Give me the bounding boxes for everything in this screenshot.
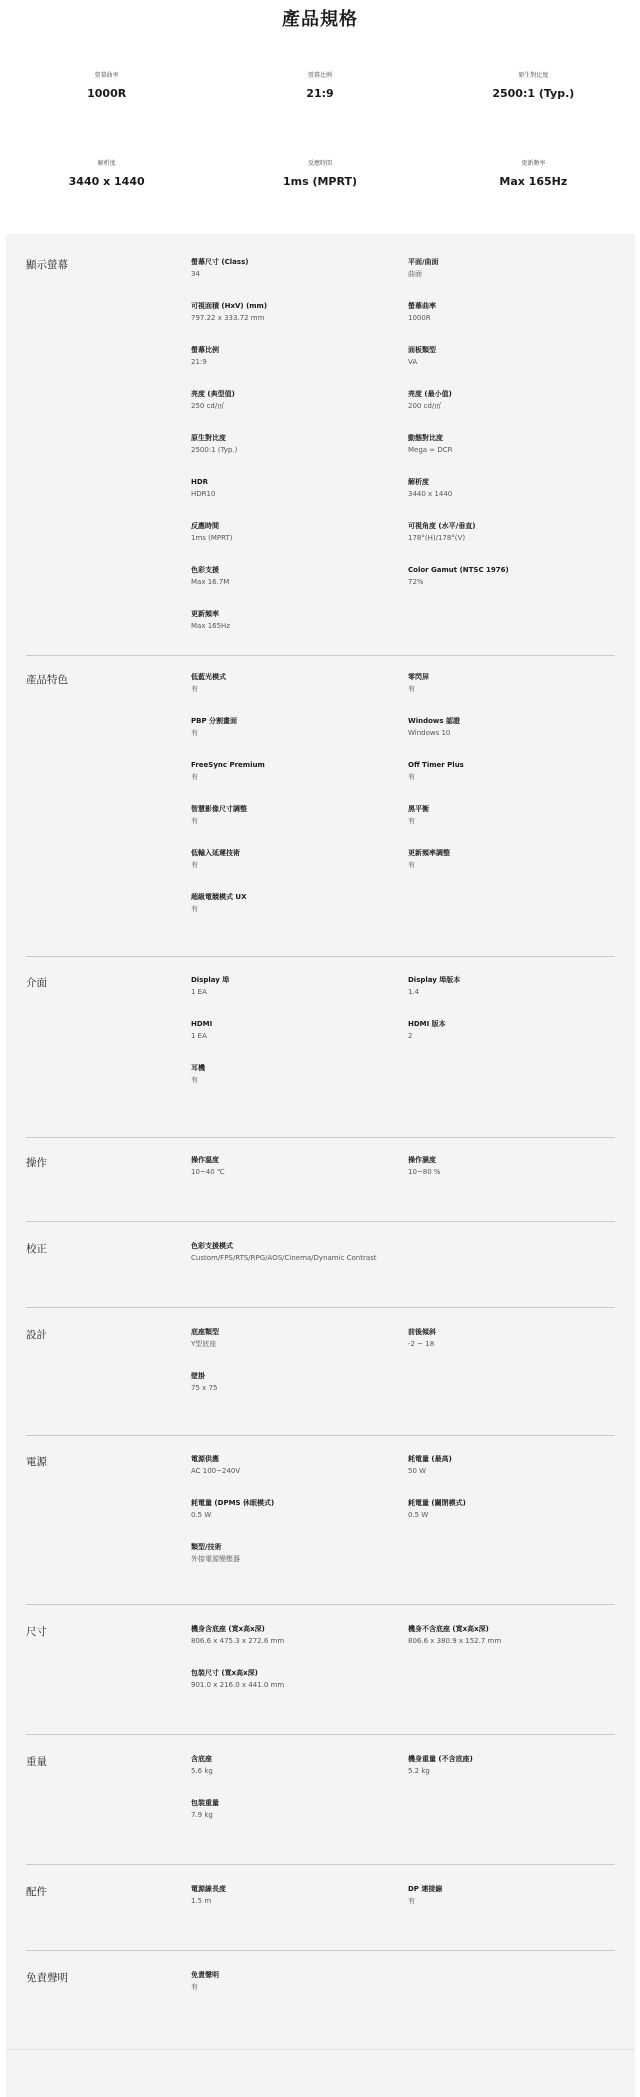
spec-name: Windows 認證 xyxy=(408,717,460,725)
spec-value: 曲面 xyxy=(408,270,422,278)
spec-value: 有 xyxy=(191,773,198,781)
highlight-item xyxy=(427,71,640,159)
spec-item xyxy=(191,301,408,345)
spec-item xyxy=(408,975,613,1019)
spec-value: 200 cd/㎡ xyxy=(408,402,442,410)
section-title: 介面 xyxy=(26,977,47,989)
spec-grid xyxy=(191,255,615,653)
spec-grid xyxy=(191,1752,615,1842)
highlight-item xyxy=(0,71,213,159)
highlight-label: 螢幕曲率 xyxy=(94,72,119,79)
spec-name: 底座類型 xyxy=(191,1328,219,1336)
spec-value: 72% xyxy=(408,578,424,586)
spec-item xyxy=(408,257,613,301)
section-title: 校正 xyxy=(26,1243,47,1255)
section-title: 產品特色 xyxy=(26,674,68,686)
spec-name: 螢幕比例 xyxy=(191,346,219,354)
spec-value: 50 W xyxy=(408,1467,427,1475)
spec-panel xyxy=(6,234,635,2097)
spec-value: 34 xyxy=(191,270,200,278)
spec-section xyxy=(26,1882,615,1951)
spec-value: 3440 x 1440 xyxy=(408,490,453,498)
spec-name: 色彩支援模式 xyxy=(191,1242,233,1250)
spec-item xyxy=(191,1454,408,1498)
highlight-label: 原生對比度 xyxy=(518,72,549,79)
spec-name: 含底座 xyxy=(191,1755,212,1763)
spec-value: 2500:1 (Typ.) xyxy=(191,446,238,454)
highlight-value: 1000R xyxy=(87,87,127,100)
spec-grid xyxy=(191,1153,615,1199)
spec-grid xyxy=(191,1882,615,1928)
spec-item xyxy=(408,1498,613,1542)
spec-value: Max 165Hz xyxy=(191,622,230,630)
spec-value: 1 EA xyxy=(191,988,207,996)
spec-name: FreeSync Premium xyxy=(191,761,265,769)
spec-name: 操作溫度 xyxy=(191,1156,219,1164)
spec-item xyxy=(191,1241,613,1285)
spec-section xyxy=(26,1752,615,1865)
spec-item xyxy=(408,433,613,477)
highlight-value: 2500:1 (Typ.) xyxy=(492,87,575,100)
spec-value: 5.6 kg xyxy=(191,1767,213,1775)
spec-value: 0.5 W xyxy=(191,1511,212,1519)
spec-grid xyxy=(191,1968,615,2014)
spec-value: 有 xyxy=(191,861,198,869)
spec-value: 外接電源變壓器 xyxy=(191,1555,240,1563)
spec-value: Y型底座 xyxy=(191,1340,217,1348)
spec-item xyxy=(191,1155,408,1199)
spec-item xyxy=(191,1019,408,1063)
spec-item xyxy=(191,1884,408,1928)
highlight-label: 解析度 xyxy=(97,160,116,167)
spec-value: 2 xyxy=(408,1032,413,1040)
spec-item xyxy=(191,477,408,521)
spec-item xyxy=(191,1371,408,1415)
spec-section xyxy=(26,1325,615,1436)
spec-item xyxy=(408,848,613,892)
spec-value: 5.2 kg xyxy=(408,1767,430,1775)
spec-value: 178°(H)/178°(V) xyxy=(408,534,466,542)
spec-item xyxy=(191,1668,408,1712)
spec-name: 壁掛 xyxy=(191,1372,205,1380)
spec-name: 解析度 xyxy=(408,478,429,486)
spec-item xyxy=(191,565,408,609)
spec-value: Custom/FPS/RTS/RPG/AOS/Cinema/Dynamic Contrast xyxy=(191,1254,377,1262)
spec-section xyxy=(26,670,615,957)
spec-name: 電源線長度 xyxy=(191,1885,226,1893)
spec-name: 操作濕度 xyxy=(408,1156,436,1164)
spec-value: 有 xyxy=(408,773,415,781)
spec-value: -2 ~ 18 xyxy=(408,1340,435,1348)
spec-value: 75 x 75 xyxy=(191,1384,218,1392)
spec-value: 有 xyxy=(191,1983,198,1991)
spec-item xyxy=(191,1542,408,1586)
spec-item xyxy=(191,672,408,716)
spec-name: 零閃屏 xyxy=(408,673,429,681)
spec-name: Off Timer Plus xyxy=(408,761,464,769)
spec-name: 更新頻率調整 xyxy=(408,849,450,857)
spec-value: 有 xyxy=(408,1897,415,1905)
spec-value: 有 xyxy=(191,1076,198,1084)
spec-item xyxy=(408,760,613,804)
section-title: 免責聲明 xyxy=(26,1972,68,1984)
spec-item xyxy=(408,716,613,760)
spec-item xyxy=(191,716,408,760)
spec-value: 1.5 m xyxy=(191,1897,212,1905)
spec-value: 806.6 x 475.3 x 272.6 mm xyxy=(191,1637,285,1645)
spec-item xyxy=(408,389,613,433)
spec-value: 有 xyxy=(191,685,198,693)
spec-name: 平面/曲面 xyxy=(408,258,439,266)
spec-name: 黑平衡 xyxy=(408,805,429,813)
spec-name: 智慧影像尺寸調整 xyxy=(191,805,247,813)
section-title: 重量 xyxy=(26,1756,47,1768)
spec-name: 原生對比度 xyxy=(191,434,226,442)
spec-value: 7.9 kg xyxy=(191,1811,213,1819)
spec-item xyxy=(408,1155,613,1199)
section-title: 配件 xyxy=(26,1886,47,1898)
spec-item xyxy=(408,345,613,389)
spec-name: 可視角度 (水平/垂直) xyxy=(408,522,476,530)
section-title: 顯示螢幕 xyxy=(26,259,68,271)
spec-item xyxy=(408,804,613,848)
spec-name: 機身含底座 (寬x高x深) xyxy=(191,1625,265,1633)
spec-name: 動態對比度 xyxy=(408,434,443,442)
spec-name: 機身重量 (不含底座) xyxy=(408,1755,473,1763)
spec-item xyxy=(191,1798,408,1842)
spec-value: 1.4 xyxy=(408,988,420,996)
spec-name: HDMI xyxy=(191,1020,213,1028)
highlight-label: 反應時間 xyxy=(307,160,332,167)
spec-value: Mega ∞ DCR xyxy=(408,446,453,454)
spec-item xyxy=(191,389,408,433)
spec-name: 電源供應 xyxy=(191,1455,219,1463)
spec-section xyxy=(26,1452,615,1605)
spec-value: Windows 10 xyxy=(408,729,451,737)
spec-value: 有 xyxy=(408,817,415,825)
spec-value: 901.0 x 216.0 x 441.0 mm xyxy=(191,1681,285,1689)
spec-value: 10~40 ℃ xyxy=(191,1168,225,1176)
spec-value: VA xyxy=(408,358,418,366)
section-title: 操作 xyxy=(26,1157,47,1169)
spec-name: 可視面積 (HxV) (mm) xyxy=(191,302,268,310)
spec-name: 耗電量 (最高) xyxy=(408,1455,452,1463)
spec-value: 1ms (MPRT) xyxy=(191,534,233,542)
spec-name: 低輸入延遲技術 xyxy=(191,849,240,857)
spec-name: 超級電競模式 UX xyxy=(191,893,247,901)
spec-name: Color Gamut (NTSC 1976) xyxy=(408,566,509,574)
spec-value: 10~80 % xyxy=(408,1168,441,1176)
spec-item xyxy=(191,609,408,653)
spec-item xyxy=(191,1063,408,1107)
spec-item xyxy=(408,1019,613,1063)
spec-name: HDR xyxy=(191,478,209,486)
highlights xyxy=(0,71,640,247)
spec-item xyxy=(408,565,613,609)
spec-value: 21:9 xyxy=(191,358,207,366)
spec-item xyxy=(191,1754,408,1798)
spec-section xyxy=(26,255,615,656)
spec-section xyxy=(26,1153,615,1222)
spec-item xyxy=(191,1327,408,1371)
spec-item xyxy=(191,804,408,848)
spec-item xyxy=(191,345,408,389)
spec-item xyxy=(191,521,408,565)
spec-name: 機身不含底座 (寬x高x深) xyxy=(408,1625,489,1633)
spec-item xyxy=(191,433,408,477)
spec-name: 耗電量 (DPMS 休眠模式) xyxy=(191,1499,275,1507)
highlight-value: 21:9 xyxy=(306,87,334,100)
spec-name: 面板類型 xyxy=(408,346,436,354)
spec-value: 有 xyxy=(191,905,198,913)
spec-value: Max 16.7M xyxy=(191,578,230,586)
spec-item xyxy=(408,672,613,716)
spec-item xyxy=(191,848,408,892)
spec-item xyxy=(408,521,613,565)
spec-grid xyxy=(191,670,615,936)
spec-item xyxy=(191,760,408,804)
spec-item xyxy=(191,1970,408,2014)
spec-value: 1000R xyxy=(408,314,431,322)
spec-item xyxy=(191,1498,408,1542)
highlight-label: 更新頻率 xyxy=(521,160,546,167)
spec-grid xyxy=(191,1452,615,1586)
spec-value: 有 xyxy=(408,685,415,693)
spec-name: 包裝尺寸 (寬x高x深) xyxy=(191,1669,258,1677)
spec-value: 有 xyxy=(191,817,198,825)
spec-item xyxy=(191,975,408,1019)
highlight-value: 3440 x 1440 xyxy=(68,175,145,188)
spec-name: 耗電量 (關閉模式) xyxy=(408,1499,466,1507)
highlight-value: 1ms (MPRT) xyxy=(282,175,358,188)
spec-value: 1 EA xyxy=(191,1032,207,1040)
spec-value: 250 cd/㎡ xyxy=(191,402,225,410)
spec-name: 色彩支援 xyxy=(191,566,219,574)
spec-value: 有 xyxy=(191,729,198,737)
spec-name: 免責聲明 xyxy=(191,1971,219,1979)
spec-item xyxy=(191,1624,408,1668)
highlight-label: 螢幕比例 xyxy=(307,72,332,79)
spec-name: HDMI 版本 xyxy=(408,1020,446,1028)
spec-name: 類型/技術 xyxy=(191,1543,222,1551)
spec-name: Display 埠版本 xyxy=(408,976,461,984)
spec-name: 低藍光模式 xyxy=(191,673,226,681)
spec-item xyxy=(191,892,408,936)
spec-item xyxy=(408,477,613,521)
spec-grid xyxy=(191,1622,615,1712)
spec-value: AC 100~240V xyxy=(191,1467,241,1475)
spec-name: 反應時間 xyxy=(191,522,219,530)
spec-grid xyxy=(191,1239,615,1285)
section-title: 尺寸 xyxy=(26,1626,47,1638)
spec-item xyxy=(191,257,408,301)
spec-grid xyxy=(191,973,615,1107)
spec-name: 螢幕曲率 xyxy=(408,302,436,310)
page-title: 產品規格 xyxy=(282,9,358,30)
section-title: 設計 xyxy=(26,1329,47,1341)
spec-value: 有 xyxy=(408,861,415,869)
spec-name: DP 連接線 xyxy=(408,1885,443,1893)
spec-name: 螢幕尺寸 (Class) xyxy=(191,258,249,266)
spec-name: PBP 分割畫面 xyxy=(191,717,238,725)
spec-name: 前後傾斜 xyxy=(408,1328,436,1336)
spec-grid xyxy=(191,1325,615,1415)
spec-value: HDR10 xyxy=(191,490,216,498)
spec-item xyxy=(408,1454,613,1498)
spec-value: 797.22 x 333.72 mm xyxy=(191,314,265,322)
spec-section xyxy=(26,1622,615,1735)
spec-section xyxy=(26,1239,615,1308)
spec-value: 0.5 W xyxy=(408,1511,429,1519)
spec-item xyxy=(408,1884,613,1928)
spec-section xyxy=(26,1968,615,2038)
spec-item xyxy=(408,1327,613,1371)
panel-bottom-divider xyxy=(6,2049,635,2050)
spec-item xyxy=(408,301,613,345)
spec-name: 耳機 xyxy=(191,1064,205,1072)
spec-name: 亮度 (最小值) xyxy=(408,390,452,398)
section-title: 電源 xyxy=(26,1456,47,1468)
spec-name: 更新頻率 xyxy=(191,610,219,618)
spec-value: 806.6 x 380.9 x 152.7 mm xyxy=(408,1637,502,1645)
spec-name: 包裝重量 xyxy=(191,1799,219,1807)
spec-name: Display 埠 xyxy=(191,976,230,984)
spec-item xyxy=(408,1754,613,1798)
spec-name: 亮度 (典型值) xyxy=(191,390,235,398)
highlight-value: Max 165Hz xyxy=(499,175,568,188)
spec-item xyxy=(408,1624,613,1668)
highlight-item xyxy=(213,71,426,159)
spec-section xyxy=(26,973,615,1138)
